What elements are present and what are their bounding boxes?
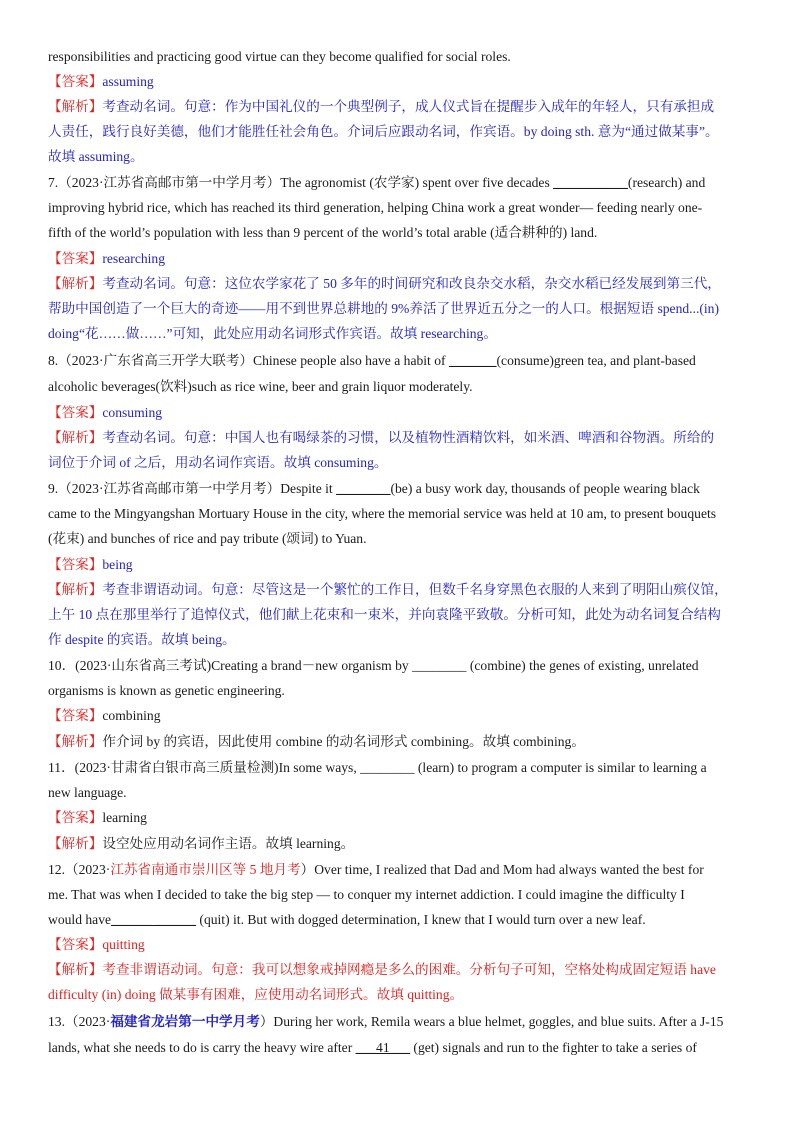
q8-analysis-2: 词位于介词 of 之后，用动名词作宾语。故填 consuming。 <box>48 455 388 470</box>
q9-analysis-3: 作 despite 的宾语。故填 being。 <box>48 632 236 647</box>
question-text: 9.（2023·江苏省高邮市第一中学月考）Despite it <box>48 481 337 496</box>
question-text: 8.（2023·广东省高三开学大联考）Chinese people also have a habit of <box>48 353 449 368</box>
q7-line-1 <box>48 173 705 193</box>
question-source: 福建省龙岩第一中学月考 <box>110 1014 260 1029</box>
question-text: (research) and <box>627 175 706 190</box>
q11-line-2: new language. <box>48 785 127 800</box>
answer-label: 【答案】 <box>48 557 103 572</box>
analysis-text: 考查动名词。句意：作为中国礼仪的一个典型例子，成人仪式旨在提醒步入成年的年轻人，只有承担成 <box>102 99 715 114</box>
answer-value: researching <box>102 251 166 266</box>
q10-answer <box>48 706 161 726</box>
answer-value: being <box>102 557 133 572</box>
answer-label: 【答案】 <box>48 810 103 825</box>
q7-answer <box>48 249 165 269</box>
q9-analysis-2: 上午 10 点在那里举行了追悼仪式，他们献上花束和一束米，并向袁隆平致敬。分析可知，此处为动名词复合结构 <box>48 607 721 622</box>
answer-label: 【答案】 <box>48 708 103 723</box>
q11-answer <box>48 808 147 828</box>
q11-analysis <box>48 834 354 854</box>
analysis-text: 考查动名词。句意：中国人也有喝绿茶的习惯，以及植物性酒精饮料，如米酒、啤酒和谷物酒。所给的 <box>102 430 715 445</box>
q6-analysis-1 <box>48 97 714 117</box>
q9-line-3: (花束) and bunches of rice and pay tribute (颂词) to Yuan. <box>48 531 367 546</box>
question-text: (be) a busy work day, thousands of people wearing black <box>390 481 700 496</box>
q8-line-2: alcoholic beverages(饮料)such as rice wine, beer and grain liquor moderately. <box>48 379 473 394</box>
answer-label: 【答案】 <box>48 405 103 420</box>
q6-analysis-3: 故填 assuming。 <box>48 149 144 164</box>
answer-blank: ___________ <box>553 175 628 190</box>
question-text: would have <box>48 912 112 927</box>
q6-analysis-2: 人责任，践行良好美德，他们才能胜任社会角色。介词后应跟动名词，作宾语。by doing sth. 意为“通过做某事”。 <box>48 124 719 139</box>
question-text: (get) signals and run to the fighter to take a series of <box>410 1040 697 1055</box>
question-text: lands, what she needs to do is carry the heavy wire after <box>48 1040 356 1055</box>
question-text: ）Over time, I realized that Dad and Mom had always wanted the best for <box>300 862 704 877</box>
q13-line-2 <box>48 1038 697 1058</box>
question-source: 江苏省南通市崇川区等 5 地月考 <box>110 862 301 877</box>
answer-value: learning <box>102 810 147 825</box>
q7-line-2: improving hybrid rice, which has reached its third generation, helping China work a great wonder— feeding nearly one- <box>48 200 703 215</box>
q12-answer <box>48 935 145 955</box>
answer-label: 【答案】 <box>48 74 103 89</box>
q10-analysis <box>48 732 585 752</box>
q9-line-2: came to the Mingyangshan Mortuary House in the city, where the memorial service was held at 10 am, to present bouquets <box>48 506 717 521</box>
analysis-label: 【解析】 <box>48 99 103 114</box>
q12-analysis-1 <box>48 960 716 980</box>
q12-line-1 <box>48 860 704 880</box>
q8-answer <box>48 403 162 423</box>
answer-label: 【答案】 <box>48 937 103 952</box>
answer-value: combining <box>102 708 161 723</box>
answer-value: assuming <box>102 74 154 89</box>
analysis-label: 【解析】 <box>48 276 103 291</box>
q10-line-1: 10．(2023·山东省高三考试)Creating a brand－new organism by ________ (combine) the genes of existing, unrelated <box>48 658 699 673</box>
answer-label: 【答案】 <box>48 251 103 266</box>
q10-line-2: organisms is known as genetic engineering. <box>48 683 285 698</box>
analysis-label: 【解析】 <box>48 582 103 597</box>
analysis-label: 【解析】 <box>48 734 103 749</box>
q7-line-3: fifth of the world’s population with less than 9 percent of the world’s total arable (适合耕种的) land. <box>48 225 598 240</box>
question-text: ）During her work, Remila wears a blue helmet, goggles, and blue suits. After a J-15 <box>259 1014 724 1029</box>
q11-line-1: 11．(2023·甘肃省白银市高三质量检测)In some ways, ________ (learn) to program a computer is similar to learning a <box>48 760 707 775</box>
analysis-text: 考查动名词。句意：这位农学家花了 50 多年的时间研究和改良杂交水稻，杂交水稻已经发展到第三代， <box>102 276 721 291</box>
q7-analysis-3: doing“花……做……”可知，此处应用动名词形式作宾语。故填 researching。 <box>48 326 497 341</box>
q7-analysis-2: 帮助中国创造了一个巨大的奇迹——用不到世界总耕地的 9%养活了世界近五分之一的人口。根据短语 spend...(in) <box>48 301 719 316</box>
q8-line-1 <box>48 351 696 371</box>
question-text: 7.（2023·江苏省高邮市第一中学月考）The agronomist (农学家) spent over five decades <box>48 175 554 190</box>
analysis-label: 【解析】 <box>48 836 103 851</box>
question-text: (quit) it. But with dogged determination, I knew that I would turn over a new leaf. <box>196 912 646 927</box>
answer-blank: ___41___ <box>355 1040 411 1055</box>
q9-answer <box>48 555 133 575</box>
q13-line-1 <box>48 1012 723 1032</box>
analysis-text: 考查非谓语动词。句意：尽管这是一个繁忙的工作日，但数千名身穿黑色衣服的人来到了明阳山殡仪馆， <box>102 582 728 597</box>
q9-line-1 <box>48 479 700 499</box>
analysis-text: 考查非谓语动词。句意：我可以想象戒掉网瘾是多么的困难。分析句子可知，空格处构成固定短语 have <box>102 962 716 977</box>
q9-analysis-1 <box>48 580 728 600</box>
q6-answer <box>48 72 154 92</box>
answer-blank: _______ <box>448 353 497 368</box>
q12-line-3 <box>48 910 646 930</box>
question-number: 13.（2023· <box>48 1014 111 1029</box>
question-text: (consume)green tea, and plant-based <box>496 353 696 368</box>
q8-analysis-1 <box>48 428 714 448</box>
question-number: 12.（2023· <box>48 862 111 877</box>
q12-line-2: me. That was when I decided to take the big step — to conquer my internet addiction. I could imagine the difficulty I <box>48 887 685 902</box>
answer-value: consuming <box>102 405 163 420</box>
analysis-label: 【解析】 <box>48 962 103 977</box>
analysis-label: 【解析】 <box>48 430 103 445</box>
analysis-text: 作介词 by 的宾语，因此使用 combine 的动名词形式 combining。故填 combining。 <box>102 734 585 749</box>
analysis-text: 设空处应用动名词作主语。故填 learning。 <box>102 836 355 851</box>
answer-blank: ________ <box>336 481 391 496</box>
q6-text-end: responsibilities and practicing good virtue can they become qualified for social roles. <box>48 49 511 64</box>
answer-blank: ______ ______ <box>111 912 197 927</box>
q7-analysis-1 <box>48 274 721 294</box>
q12-analysis-2: difficulty (in) doing 做某事有困难，应使用动名词形式。故填 quitting。 <box>48 987 464 1002</box>
answer-value: quitting <box>102 937 145 952</box>
